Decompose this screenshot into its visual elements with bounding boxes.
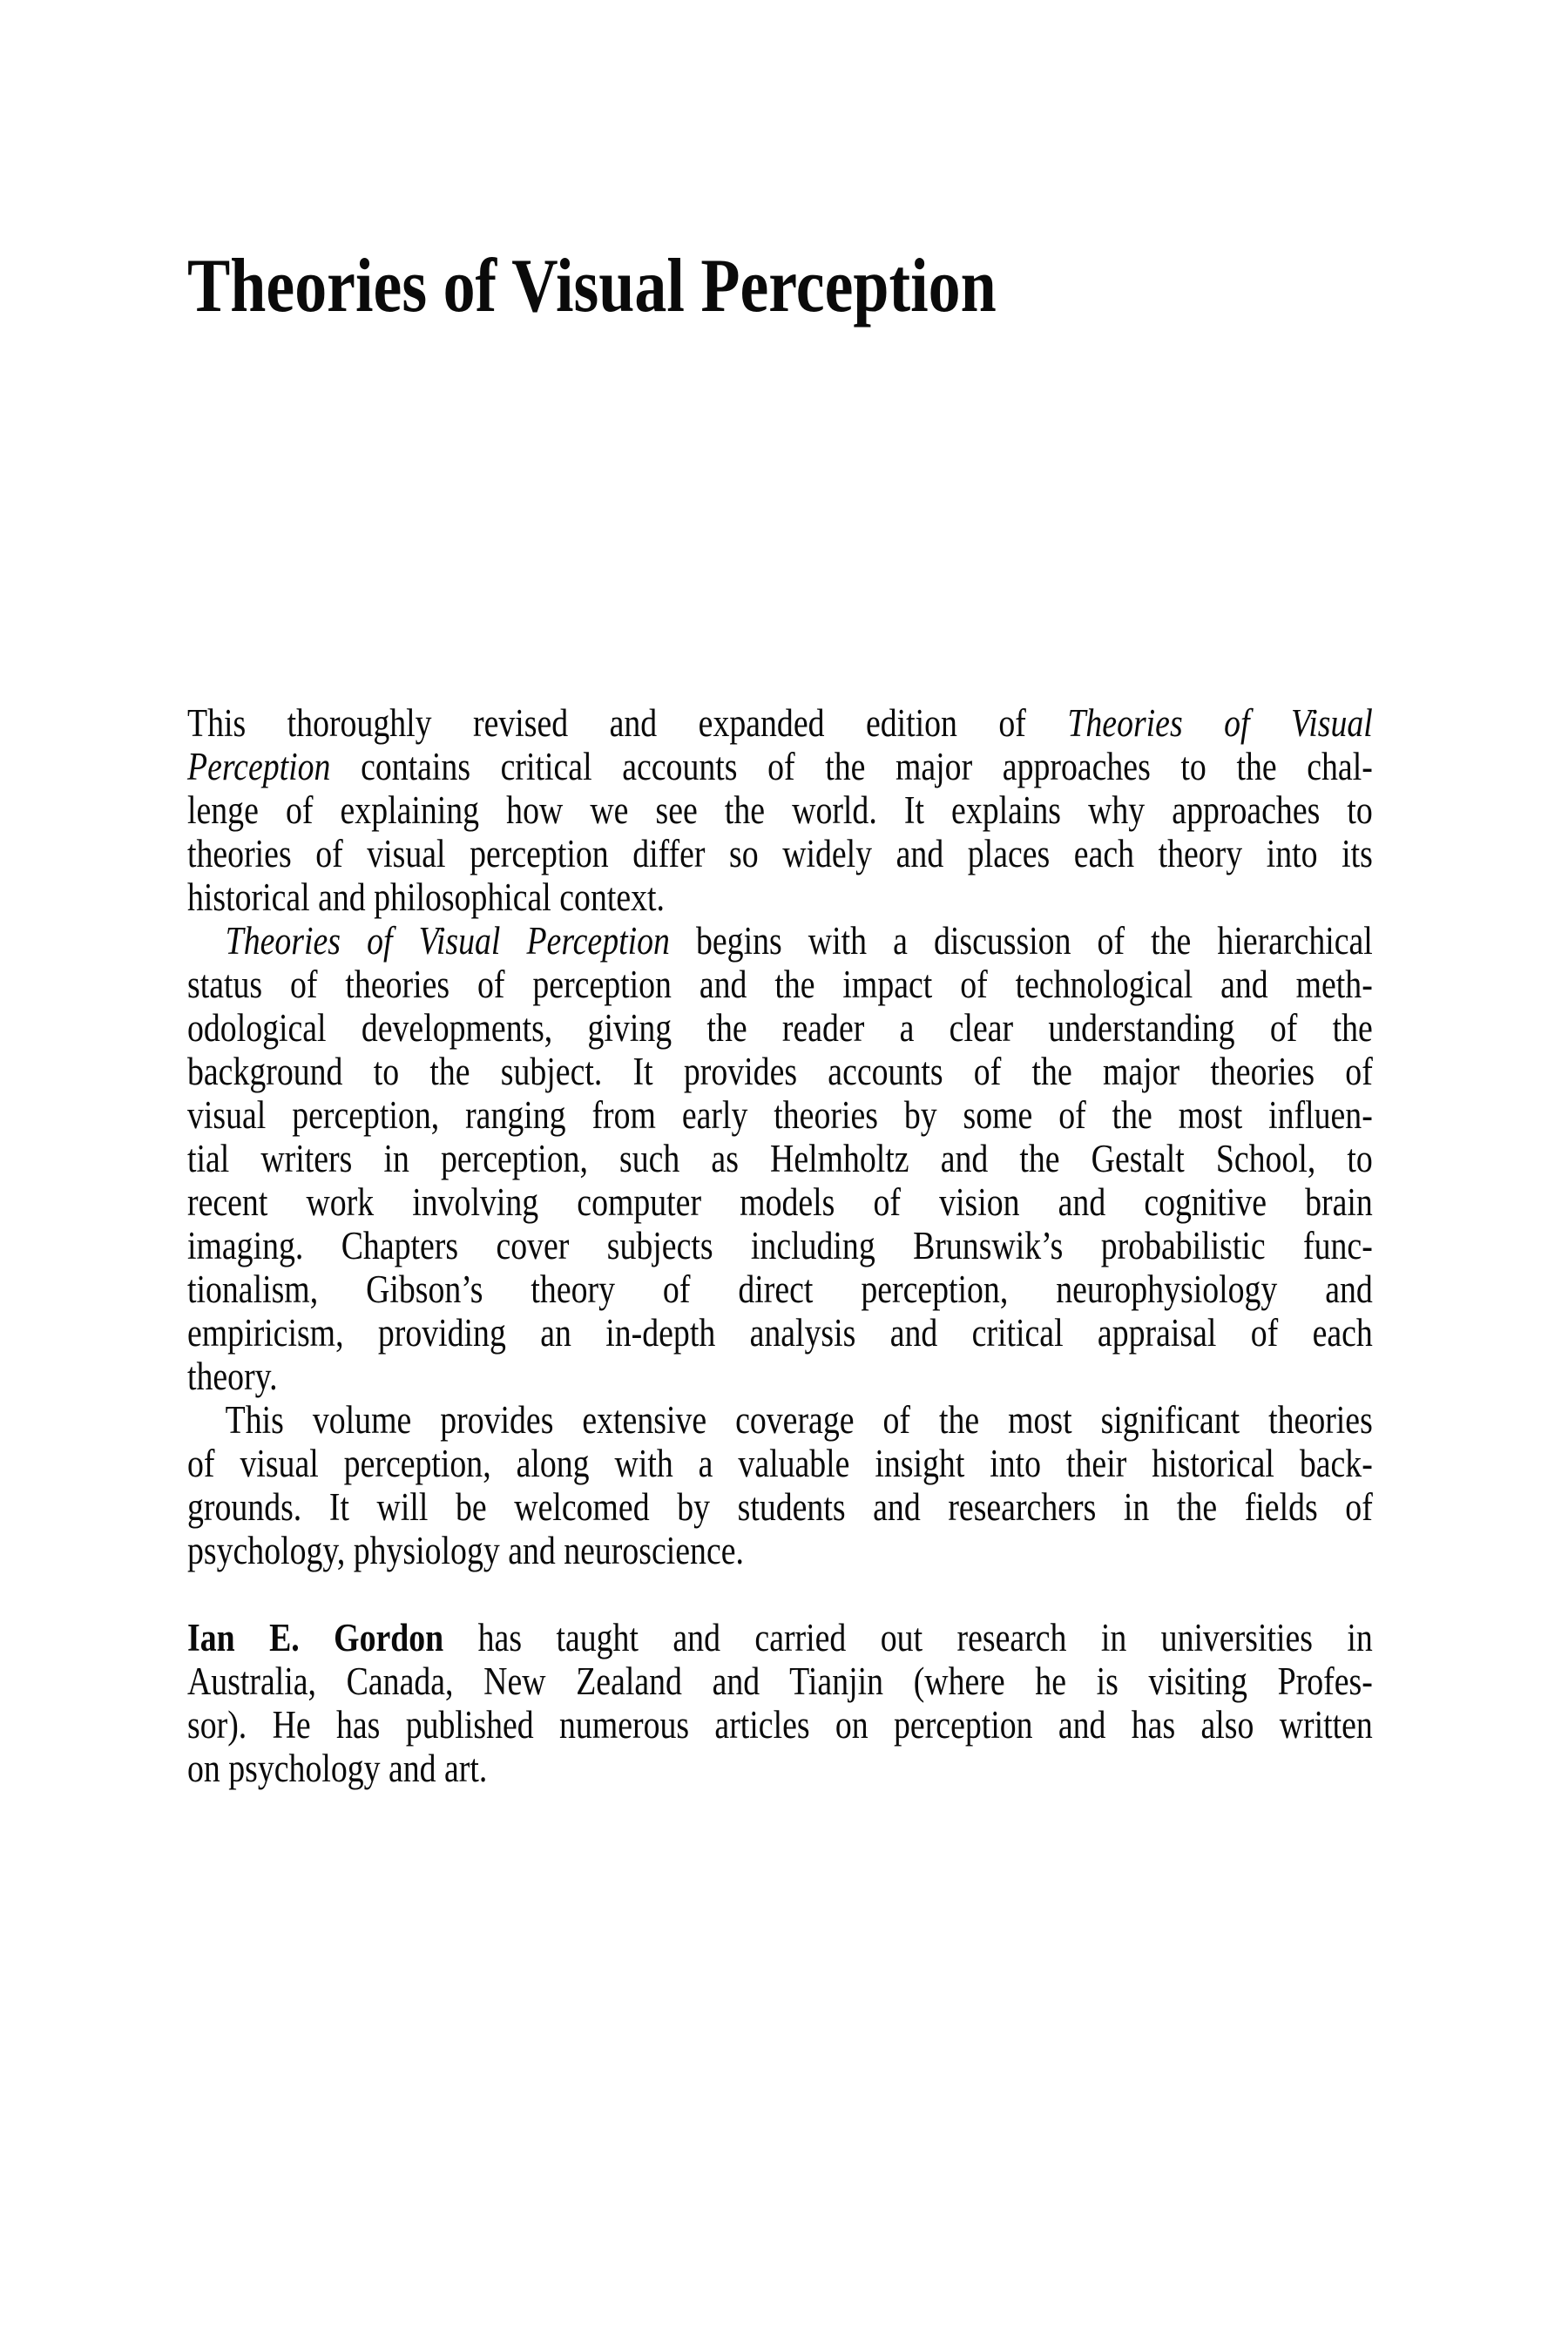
text-line [187, 1355, 1373, 1398]
paragraph-blurb-3 [187, 1398, 1373, 1572]
text-line [187, 1747, 1373, 1790]
regular-text: tionalism, Gibson’s theory of direct perception, neurophysiology and [187, 1267, 1373, 1311]
regular-text: contains critical accounts of the major approaches to the chal- [330, 745, 1373, 788]
text-line [187, 1703, 1373, 1747]
italic-text: Theories of Visual [1067, 701, 1373, 745]
bold-text: Ian E. Gordon [187, 1616, 444, 1659]
paragraph-author-bio [187, 1616, 1373, 1790]
regular-text: imaging. Chapters cover subjects including Brunswik’s probabilistic func- [187, 1224, 1373, 1267]
regular-text: psychology, physiology and neuroscience. [187, 1529, 744, 1572]
paragraph-blurb-2 [187, 919, 1373, 1398]
regular-text: This volume provides extensive coverage of the most significant theories [225, 1398, 1373, 1442]
regular-text: historical and philosophical context. [187, 875, 665, 919]
text-line [187, 1224, 1373, 1267]
regular-text: lenge of explaining how we see the world. It explains why approaches to [187, 788, 1373, 832]
italic-text: Perception [187, 745, 331, 788]
regular-text: begins with a discussion of the hierarchical [669, 919, 1373, 963]
text-line [187, 1398, 1373, 1442]
regular-text: theories of visual perception differ so widely and places each theory into its [187, 832, 1373, 875]
text-line [187, 701, 1373, 745]
text-line [187, 1659, 1373, 1703]
regular-text: theory. [187, 1355, 278, 1398]
text-line [187, 875, 1373, 919]
text-line [187, 745, 1373, 788]
text-line [187, 1050, 1373, 1093]
regular-text: Australia, Canada, New Zealand and Tianjin (where he is visiting Profes- [187, 1659, 1373, 1703]
regular-text: odological developments, giving the reader a clear understanding of the [187, 1006, 1373, 1050]
book-blurb [187, 701, 1373, 1790]
text-line [187, 832, 1373, 875]
text-line [187, 963, 1373, 1006]
regular-text: tial writers in perception, such as Helmholtz and the Gestalt School, to [187, 1137, 1373, 1180]
text-line [187, 1485, 1373, 1529]
regular-text: recent work involving computer models of vision and cognitive brain [187, 1180, 1373, 1224]
regular-text: visual perception, ranging from early theories by some of the most influen- [187, 1093, 1373, 1137]
text-line [187, 1616, 1373, 1659]
text-line [187, 1137, 1373, 1180]
text-line [187, 1442, 1373, 1485]
text-line [187, 1267, 1373, 1311]
regular-text: empiricism, providing an in-depth analysis and critical appraisal of each [187, 1311, 1373, 1355]
regular-text: sor). He has published numerous articles on perception and has also written [187, 1703, 1373, 1747]
regular-text: of visual perception, along with a valuable insight into their historical back- [187, 1442, 1373, 1485]
regular-text: status of theories of perception and the impact of technological and meth- [187, 963, 1373, 1006]
regular-text: grounds. It will be welcomed by students and researchers in the fields of [187, 1485, 1373, 1529]
text-line [187, 1006, 1373, 1050]
text-line [187, 1093, 1373, 1137]
regular-text: background to the subject. It provides accounts of the major theories of [187, 1050, 1373, 1093]
page-title: Theories of Visual Perception [187, 243, 997, 328]
regular-text: has taught and carried out research in universities in [443, 1616, 1373, 1659]
regular-text: on psychology and art. [187, 1747, 488, 1790]
text-line [187, 1180, 1373, 1224]
paragraph-blurb-1 [187, 701, 1373, 919]
text-line [187, 1529, 1373, 1572]
regular-text: This thoroughly revised and expanded edition of [187, 701, 1068, 745]
text-line [187, 788, 1373, 832]
italic-text: Theories of Visual Perception [225, 919, 670, 963]
text-line [187, 1311, 1373, 1355]
text-line [187, 919, 1373, 963]
